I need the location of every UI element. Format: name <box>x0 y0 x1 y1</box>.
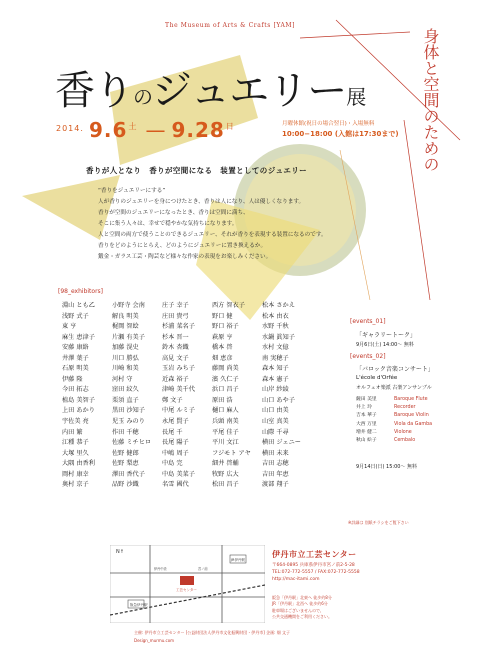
exhibitor-name: 片瀬 有美子 <box>112 333 145 341</box>
performer-row <box>356 404 432 412</box>
performer-row <box>356 437 432 445</box>
map-label: 工芸センター <box>176 588 197 592</box>
exhibitor-name: 加藤 滉史 <box>112 344 139 352</box>
intro-line: 香りをどのようにとらえ、どのようにジュエリーに置き換えるか。 <box>98 243 267 249</box>
exhibitor-name: 畑 恵彦 <box>212 354 233 362</box>
performer-instrument: Viola da Gamba <box>394 421 433 427</box>
venue-access <box>272 595 332 620</box>
event2-ensemble: オルフェオ楽派 古楽アンサンブル <box>356 385 432 391</box>
exhibitor-name: 松田 昌子 <box>212 481 239 489</box>
exhibitor-name: 中嶋 周子 <box>162 449 189 457</box>
exhibitor-name: 東 亨 <box>62 323 77 331</box>
performer-instrument: Baroque Flute <box>394 397 428 402</box>
end-date: 9.28 <box>171 118 225 142</box>
intro-body <box>98 186 327 263</box>
exhibitor-name: 南 実穂子 <box>262 354 289 362</box>
exhibitor-name: 作田 千穂 <box>112 428 139 436</box>
exhibitor-name: 石原 明美 <box>62 365 89 373</box>
exhibitor-name: 品野 沙織 <box>112 481 139 489</box>
exhibitor-name: 濱 久仁子 <box>212 375 239 383</box>
exhibitor-name: 川崎 和美 <box>112 365 139 373</box>
exhibitor-name: 平川 文江 <box>212 439 239 447</box>
exhibitor-name: 淵山 とも乙 <box>62 302 95 309</box>
exhibitor-name: 浅野 式子 <box>62 312 89 320</box>
exhibitor-name: 安藤 康絡 <box>62 344 89 352</box>
opening-hours: 10:00−18:00 (入館は17:30まで) <box>282 130 399 138</box>
exhibition-dates <box>56 118 237 142</box>
map-label: 宮ノ前 <box>198 567 208 571</box>
event2-title: 「バロック音楽コンサート」 <box>356 366 434 373</box>
exhibitor-name: 佐野 梨恵 <box>112 460 139 468</box>
exhibitor-name: 大塚 里久 <box>62 449 89 457</box>
exhibitor-name: 玉岩 みち子 <box>162 365 195 373</box>
performer-name: 井上 玲 <box>356 405 372 411</box>
north-icon: N↑ <box>116 549 124 555</box>
exhibitor-name: 窪田 紋久 <box>112 386 139 394</box>
exhibitor-name: 萩原 亨 <box>212 333 233 341</box>
start-dow: 土 <box>128 122 137 131</box>
exhibitor-name: 江種 恭子 <box>62 439 89 447</box>
exhibitors-list <box>62 300 312 522</box>
museum-name: The Museum of Arts & Crafts [YAM] <box>165 22 296 29</box>
exhibitor-name: 黒田 沙知子 <box>112 407 145 415</box>
website-link[interactable]: http://mac-itami.com <box>272 577 320 582</box>
title-suffix: 展 <box>346 85 366 109</box>
exhibitor-name: 名雪 國代 <box>162 481 189 489</box>
exhibitor-name: 水野 千秋 <box>262 323 289 331</box>
exhibitor-name: 内田 繁 <box>62 428 83 436</box>
access-line: JR「伊丹駅」北西へ 徒歩約6分 <box>272 601 328 607</box>
exhibitor-name: 吉田 志穂 <box>262 460 289 468</box>
exhibitor-name: 川口 勝弘 <box>112 354 139 362</box>
exhibitor-name: 河村 守 <box>112 375 133 383</box>
performer-instrument: Cembalo <box>394 438 416 444</box>
exhibitor-name: 岡村 康幸 <box>62 470 89 478</box>
performer-name: 吉本 華子 <box>356 413 377 419</box>
exhibitor-name: 上田 あかり <box>62 407 95 415</box>
exhibitor-name: 藤岡 尚美 <box>212 365 239 373</box>
exhibitor-name: 吉田 年恵 <box>262 470 289 478</box>
performer-row <box>356 396 432 404</box>
exhibitor-name: 高見 文子 <box>162 354 189 362</box>
exhibitor-name: 横田 ジェニー <box>262 439 301 447</box>
exhibitor-name: 松本 由衣 <box>262 312 289 320</box>
exhibitor-name: 梶岡 智絵 <box>112 323 139 331</box>
performer-name: 大西 万里 <box>356 421 377 427</box>
exhibitor-name: 伊藤 隆 <box>62 375 83 383</box>
page-title <box>55 67 365 121</box>
exhibitor-name: 鄭 文子 <box>162 396 183 404</box>
exhibitor-name: 中島 完 <box>162 460 183 468</box>
lead-text: 香りが人となり 香りが空間になる 装置としてのジュエリー <box>86 166 308 175</box>
exhibitor-name: 庄田 貴弓 <box>162 312 189 320</box>
footer-credits: 主催: 伊丹市立工芸センター [公益財団法人伊丹市文化振興財団・伊丹市] 企画: 畑 文子 <box>134 630 291 635</box>
exhibitor-name: 山口 あや子 <box>262 396 295 404</box>
exhibitor-name: 杉本 晋一 <box>162 333 189 341</box>
event2-date: 9月14日(日) 15:00～ 無料 <box>356 464 418 470</box>
performer-row <box>356 429 432 437</box>
exhibitor-name: 山岸 紗綾 <box>262 386 289 394</box>
exhibitor-name: 奥村 京子 <box>62 481 89 489</box>
exhibitor-name: 澤田 香代子 <box>112 470 145 478</box>
subtitle: 身体と空間のための <box>421 28 440 172</box>
exhibitor-name: 樋口 麻人 <box>212 407 239 415</box>
exhibitor-name: 森本 知子 <box>262 365 289 373</box>
exhibitor-name: 平尾 佳子 <box>212 428 239 436</box>
exhibitor-name: 植島 美智子 <box>62 396 95 404</box>
end-dow: 日 <box>225 122 234 131</box>
exhibitor-name: 杉浦 菜名子 <box>162 323 195 331</box>
exhibitor-name: 井澤 葉子 <box>62 354 89 362</box>
exhibitor-name: 近森 裕子 <box>162 375 189 383</box>
access-line: 阪急「伊丹駅」北東へ 徒歩約8分 <box>272 595 332 600</box>
exhibitor-name: 山口 由美 <box>262 407 289 415</box>
performer-instrument: Recorder <box>394 405 416 411</box>
performer-name: 増井 健二 <box>356 429 377 435</box>
exhibitor-name: 佐藤 ミチヒロ <box>112 439 152 447</box>
exhibitor-name: 橋本 啓 <box>212 344 233 352</box>
exhibitor-name: 長尾 陽子 <box>162 439 189 447</box>
access-map <box>110 545 265 623</box>
map-label: 伊丹中央 <box>154 567 167 571</box>
performer-instrument: Violone <box>394 429 412 435</box>
performer-name: 秋山 絵子 <box>356 438 377 444</box>
performer-row <box>356 421 432 429</box>
red-line-2 <box>300 32 410 38</box>
venue-address <box>272 562 360 583</box>
exhibitor-name: 横田 未来 <box>262 449 289 457</box>
event1-title: 「ギャラリートーク」 <box>356 332 417 339</box>
event2-subtitle: L'école d'Orfée <box>356 375 398 381</box>
exhibitor-name: 水鍋 眞知子 <box>262 333 295 341</box>
exhibitor-name: 宇佐美 亮 <box>62 418 89 426</box>
event2-tag: [events_02] <box>350 353 386 360</box>
intro-line: 香りが空間のジュエリーになったとき、香りは空間に満ち、 <box>98 210 249 216</box>
exhibitor-name: 森本 憲子 <box>262 375 289 383</box>
exhibitor-name: 今田 拓志 <box>62 386 89 394</box>
performer-row <box>356 412 432 420</box>
performers-list <box>356 396 432 445</box>
intro-line: 人が香りのジュエリーを身につけたとき、香りは人になり、人は優しくなります。 <box>98 199 305 205</box>
map-label: 阪急伊丹駅 <box>130 603 148 607</box>
exhibitor-name: 麻生 恵津子 <box>62 333 95 341</box>
exhibitor-name: 栗須 直子 <box>112 396 139 404</box>
intro-line: 人と空間の両方で使うことのできるジュエリー、それが香りを表現する装置になるのです。 <box>98 232 327 238</box>
intro-line: 鍛金・ガラス工芸・陶芸など様々な作家の表現をお楽しみください。 <box>98 254 272 260</box>
access-line: 公共交通機関をご利用ください。 <box>272 613 332 619</box>
exhibitor-name: 牧野 広大 <box>212 470 239 478</box>
phone-line: TEL:072-772-5557 / FAX:072-772-5558 <box>272 570 360 575</box>
access-line: 駐車場はございませんので、 <box>272 607 324 613</box>
exhibitor-name: 西方 智衣子 <box>212 302 245 309</box>
start-date: 9.6 <box>89 118 128 142</box>
year: 2014. <box>56 124 84 133</box>
exhibitor-name: 解良 明美 <box>112 312 139 320</box>
performer-name: 薩田 美里 <box>356 397 377 402</box>
exhibitor-name: 中尾 ルミ子 <box>162 407 195 415</box>
exhibitor-name: 野口 裕子 <box>212 323 239 331</box>
exhibitor-name: 山室 真美 <box>262 418 289 426</box>
exhibitor-name: 永尾 賢子 <box>162 418 189 426</box>
title-part-2: ジュエリー <box>152 68 347 114</box>
exhibitor-name: 松本 さかえ <box>262 302 295 309</box>
footer-design: Design_murmu.com <box>134 638 175 643</box>
map-label: JR伊丹駅 <box>231 558 245 562</box>
title-part-small: の <box>133 85 152 109</box>
exhibitor-name: 中島 美菜子 <box>162 470 195 478</box>
exhibitor-name: 庄子 幸子 <box>162 302 189 309</box>
exhibitor-name: 野口 健 <box>212 312 233 320</box>
performer-instrument: Baroque Violin <box>394 413 429 419</box>
exhibitor-name: 原田 浩 <box>212 396 233 404</box>
exhibitor-name: 長尾 千 <box>162 428 183 436</box>
intro-line: “香りをジュエリーにする” <box>98 188 166 194</box>
exhibitor-name: 大隅 由香利 <box>62 460 95 468</box>
title-part-1: 香り <box>55 68 133 114</box>
closed-days: 月曜休館(祝日の場合翌日)・入場無料 <box>282 121 375 127</box>
exhibitor-name: 山際 千尋 <box>262 428 289 436</box>
date-dash: — <box>145 118 166 142</box>
exhibitor-name: 水村 文億 <box>262 344 289 352</box>
exhibitor-name: 小野寺 会南 <box>112 302 145 309</box>
exhibitor-name: 津崎 美千代 <box>162 386 195 394</box>
exhibitor-name: 佐野 健郎 <box>112 449 139 457</box>
exhibitor-name: フジモト アヤ <box>212 449 251 457</box>
exhibitor-name: 児玉 みのり <box>112 418 145 426</box>
exhibitor-name: 渡部 翔子 <box>262 481 289 489</box>
event1-tag: [events_01] <box>350 318 386 325</box>
exhibitor-name: 鈴木 杏織 <box>162 344 189 352</box>
intro-line: そこに集う人々は、幸せで穏やかな気持ちになります。 <box>98 221 238 227</box>
exhibitors-tag: [98_exhibitors] <box>58 288 104 295</box>
event-note: ※詳細は 別紙チラシをご覧下さい <box>348 520 409 525</box>
exhibitor-name: 浜口 昌子 <box>212 386 239 394</box>
exhibitor-name: 細井 啓輔 <box>212 460 239 468</box>
venue-name: 伊丹市立工芸センター <box>272 550 357 559</box>
address-line: 〒664-0895 兵庫県伊丹市宮ノ前2-5-28 <box>272 563 355 568</box>
exhibitor-name: 兵頭 南美 <box>212 418 239 426</box>
event1-date: 9月6日(土) 14:00～ 無料 <box>356 342 414 348</box>
